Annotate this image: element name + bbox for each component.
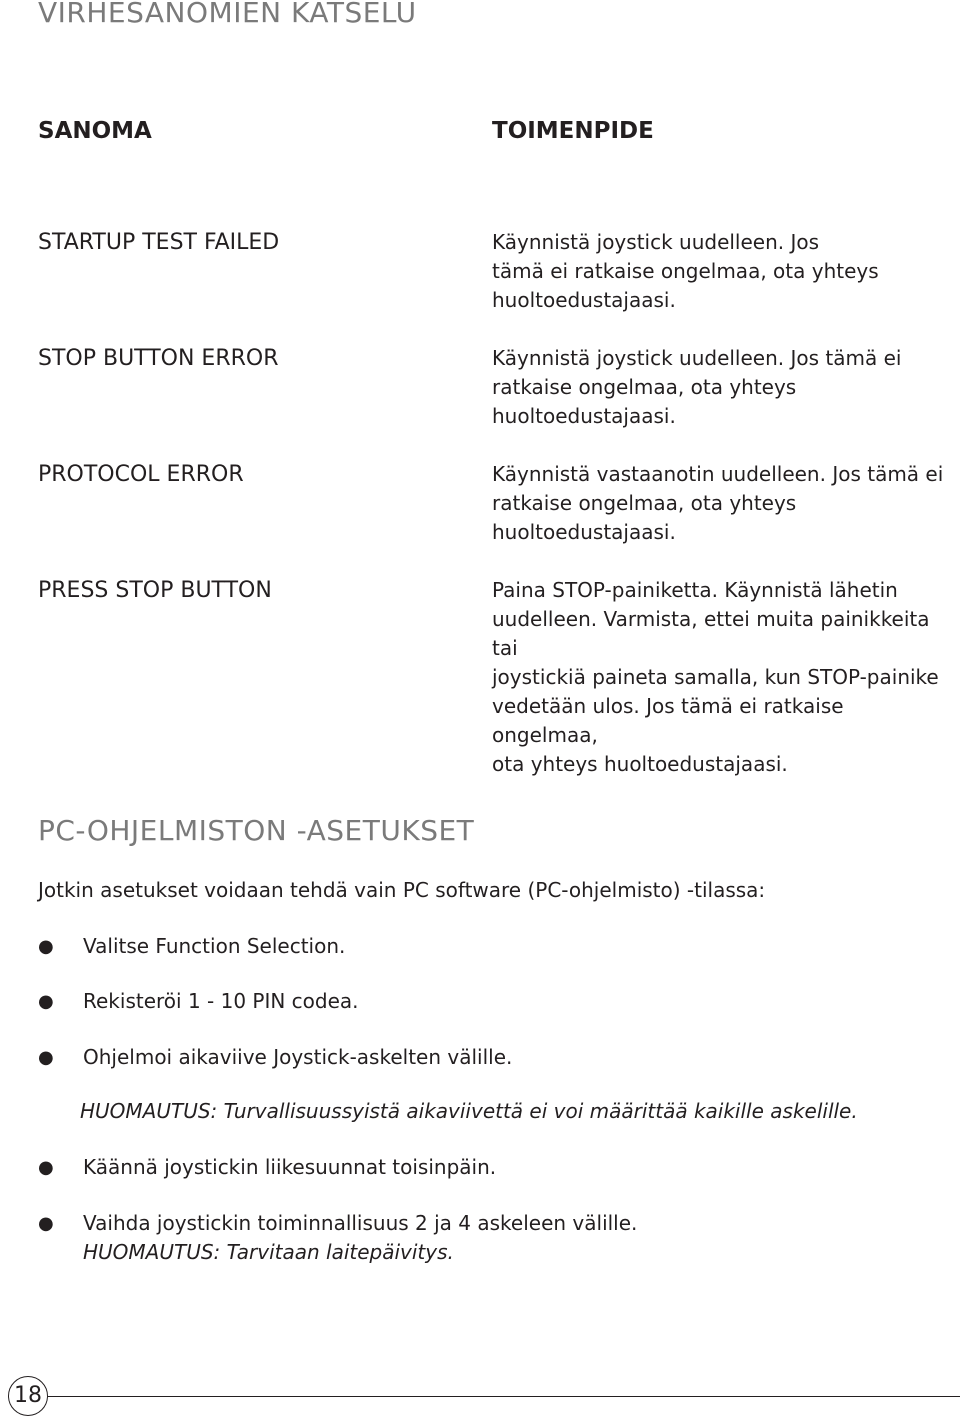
- action-line: ratkaise ongelmaa, ota yhteys: [492, 375, 797, 399]
- column-header-message: SANOMA: [38, 118, 152, 144]
- action-startup-test-failed: [492, 228, 952, 315]
- action-line: Käynnistä joystick uudelleen. Jos tämä ei: [492, 346, 902, 370]
- list-item-text: Rekisteröi 1 - 10 PIN codea.: [83, 989, 359, 1013]
- message-startup-test-failed: STARTUP TEST FAILED: [38, 230, 280, 255]
- note-safety: HUOMAUTUS: Turvallisuussyistä aikaviivettä ei voi määrittää kaikille askelille.: [80, 1099, 858, 1123]
- action-line: joystickiä paineta samalla, kun STOP-painike: [492, 665, 939, 689]
- action-protocol-error: [492, 460, 952, 547]
- message-protocol-error: PROTOCOL ERROR: [38, 462, 244, 487]
- message-stop-button-error: STOP BUTTON ERROR: [38, 346, 279, 371]
- action-line: vedetään ulos. Jos tämä ei ratkaise ongelmaa,: [492, 694, 844, 747]
- action-press-stop-button: [492, 576, 952, 779]
- bullet-icon: ●: [38, 936, 54, 957]
- action-stop-button-error: [492, 344, 952, 431]
- note-hardware-update: HUOMAUTUS: Tarvitaan laitepäivitys.: [83, 1240, 454, 1264]
- bullet-icon: ●: [38, 1157, 54, 1178]
- bullet-icon: ●: [38, 1047, 54, 1068]
- intro-text: Jotkin asetukset voidaan tehdä vain PC software (PC-ohjelmisto) -tilassa:: [38, 878, 766, 902]
- list-item-text: Käännä joystickin liikesuunnat toisinpäin.: [83, 1155, 497, 1179]
- page-number: 18: [8, 1376, 48, 1416]
- section-title-error-messages: VIRHESANOMIEN KATSELU: [38, 0, 417, 29]
- action-line: Käynnistä joystick uudelleen. Jos: [492, 230, 820, 254]
- message-press-stop-button: PRESS STOP BUTTON: [38, 578, 272, 603]
- bullet-icon: ●: [38, 1213, 54, 1234]
- column-header-action: TOIMENPIDE: [492, 118, 654, 144]
- action-line: Käynnistä vastaanotin uudelleen. Jos tämä ei: [492, 462, 944, 486]
- action-line: tämä ei ratkaise ongelmaa, ota yhteys: [492, 259, 879, 283]
- footer-divider: [48, 1396, 960, 1397]
- section-title-pc-software-settings: PC-OHJELMISTON -ASETUKSET: [38, 814, 475, 847]
- action-line: huoltoedustajaasi.: [492, 520, 676, 544]
- bullet-icon: ●: [38, 991, 54, 1012]
- action-line: ota yhteys huoltoedustajaasi.: [492, 752, 788, 776]
- list-item-text: Ohjelmoi aikaviive Joystick-askelten välille.: [83, 1045, 513, 1069]
- list-item-text: Valitse Function Selection.: [83, 934, 346, 958]
- action-line: huoltoedustajaasi.: [492, 404, 676, 428]
- action-line: uudelleen. Varmista, ettei muita painikkeita tai: [492, 607, 930, 660]
- list-item-text: Vaihda joystickin toiminnallisuus 2 ja 4 askeleen välille.: [83, 1211, 638, 1235]
- action-line: huoltoedustajaasi.: [492, 288, 676, 312]
- action-line: ratkaise ongelmaa, ota yhteys: [492, 491, 797, 515]
- action-line: Paina STOP-painiketta. Käynnistä lähetin: [492, 578, 898, 602]
